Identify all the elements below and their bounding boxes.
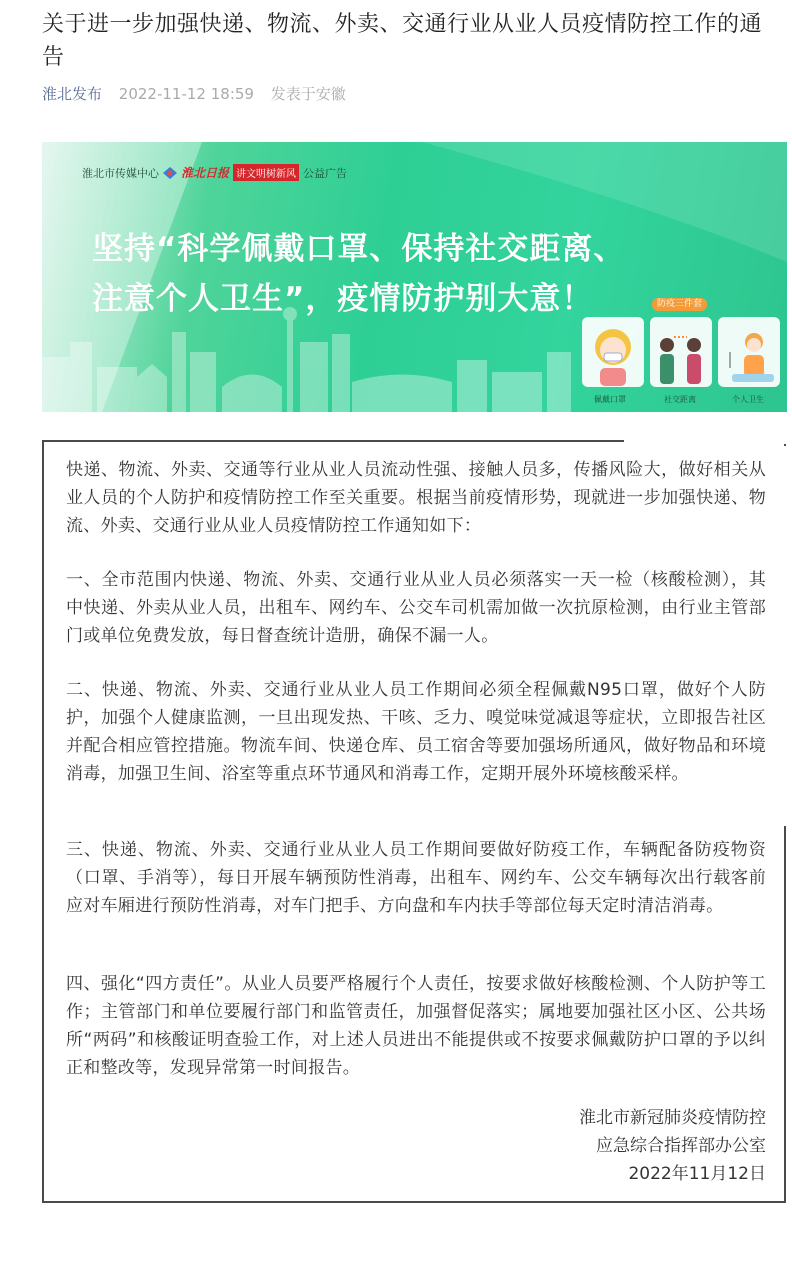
ad-label: 公益广告 — [303, 166, 348, 180]
slogan-line-1: 坚持“科学佩戴口罩、保持社交距离、 — [92, 231, 626, 267]
signature-org-2: 应急综合指挥部办公室 — [596, 1136, 766, 1156]
signature-org-1: 淮北市新冠肺炎疫情防控 — [579, 1108, 766, 1128]
banner-slogan — [92, 224, 625, 324]
notice-item-3: 三、快递、物流、外卖、交通行业从业人员工作期间要做好防疫工作，车辆配备防疫物资（口罩、手消等），每日开展车辆预防性消毒，出租车、网约车、公交车辆每次出行载客前应对车厢进行预防性消毒，对车门把手、方向盘和车内扶手等部位每天定时清洁消毒。 — [66, 840, 766, 916]
banner-org: 淮北市传媒中心 — [82, 166, 159, 180]
media-center-logo-icon — [163, 167, 177, 179]
account-name-link[interactable]: 淮北发布 — [42, 85, 103, 103]
border-gap — [624, 440, 790, 444]
publish-location: 发表于安徽 — [270, 85, 346, 103]
newspaper-logo: 淮北日报 — [181, 166, 230, 180]
notice-box — [42, 440, 786, 1203]
slogan-line-2: 注意个人卫生”，疫情防护别大意！ — [92, 281, 594, 317]
panel-label: 社交距离 — [664, 395, 696, 404]
notice-item-1: 一、全市范围内快递、物流、外卖、交通行业从业人员必须落实一天一检（核酸检测），其中快递、外卖从业人员，出租车、网约车、公交车司机需加做一次抗原检测，由行业主管部门或单位免费发放，每日督查统计造册，确保不漏一人。 — [66, 570, 766, 646]
psa-banner-image — [42, 142, 787, 412]
banner-header — [82, 164, 347, 181]
panel-title: 防疫三件套 — [652, 298, 707, 311]
border-gap-right — [782, 446, 786, 826]
banner-tag: 讲文明树新风 — [233, 164, 299, 181]
panel-label: 个人卫生 — [732, 395, 764, 404]
publish-time: 2022-11-12 18:59 — [118, 85, 254, 103]
notice-item-4: 四、强化“四方责任”。从业人员要严格履行个人责任，按要求做好核酸检测、个人防护等工作；主管部门和单位要履行部门和监管责任，加强督促落实；属地要加强社区小区、公共场所“两码”和核酸证明查验工作，对上述人员进出不能提供或不按要求佩戴防护口罩的予以纠正和整改等，发现异常第一时间报告。 — [66, 974, 766, 1078]
signature-date: 2022年11月12日 — [628, 1164, 766, 1184]
article-meta — [42, 82, 346, 106]
notice-item-2: 二、快递、物流、外卖、交通行业从业人员工作期间必须全程佩戴N95口罩，做好个人防护，加强个人健康监测，一旦出现发热、干咳、乏力、嗅觉味觉减退等症状，立即报告社区并配合相应管控措施。物流车间、快递仓库、员工宿舍等要加强场所通风，做好物品和环境消毒，加强卫生间、浴室等重点环节通风和消毒工作，定期开展外环境核酸采样。 — [66, 680, 766, 784]
article-title: 关于进一步加强快递、物流、外卖、交通行业从业人员疫情防控工作的通告 — [42, 12, 763, 70]
prevention-panel — [582, 292, 787, 412]
panel-label: 佩戴口罩 — [594, 395, 626, 404]
notice-intro: 快递、物流、外卖、交通等行业从业人员流动性强、接触人员多，传播风险大，做好相关从业人员的个人防护和疫情防控工作至关重要。根据当前疫情形势，现就进一步加强快递、物流、外卖、交通行业从业人员疫情防控工作通知如下： — [66, 460, 766, 536]
